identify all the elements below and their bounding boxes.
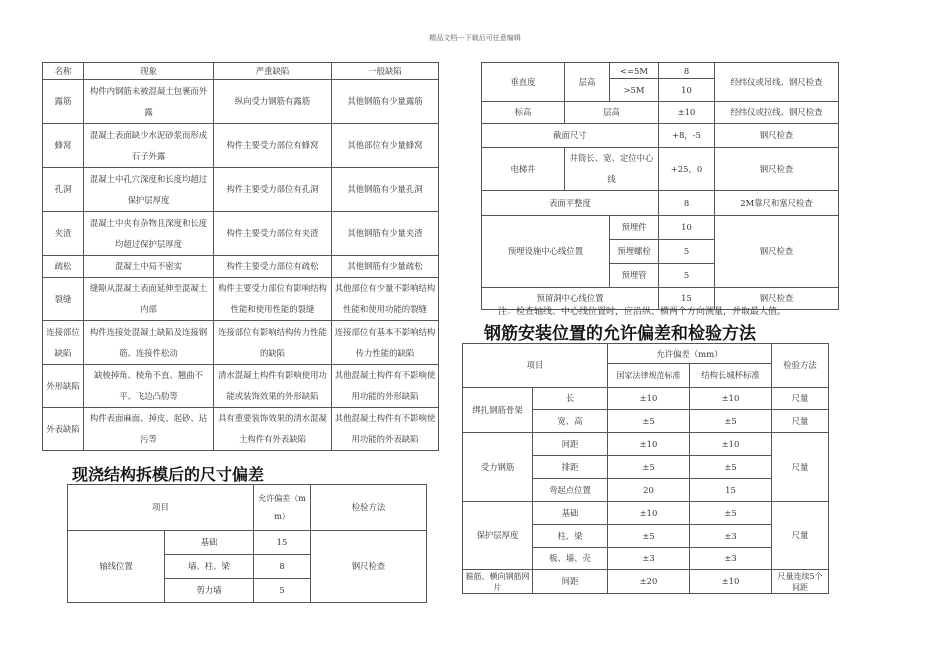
rebar-corp: ±5 — [690, 410, 772, 433]
formwork-value: 8 — [254, 555, 311, 579]
embed-method: 钢尺检查 — [715, 216, 839, 288]
section-label: 截面尺寸 — [482, 124, 659, 148]
elevator-item: 井筒长、宽、定位中心线 — [565, 148, 659, 191]
defect-severe: 构件主要受力部位有夹渣 — [214, 212, 332, 256]
formwork-item: 基础 — [165, 531, 254, 555]
table-row — [43, 212, 439, 256]
rebar-corp: ±3 — [690, 548, 772, 570]
table-row — [482, 216, 839, 240]
table-row — [482, 124, 839, 148]
rebar-header-tol: 允许偏差（mm） — [608, 344, 772, 364]
embed-item: 预埋件 — [610, 216, 659, 240]
defect-general: 其他钢筋有少量疏松 — [332, 256, 439, 278]
rebar-corp: ±3 — [690, 525, 772, 548]
formwork-header-item: 项目 — [68, 485, 254, 531]
header-cell: 名称 — [43, 63, 84, 80]
vertical-method: 经纬仪或吊线、钢尺检查 — [715, 63, 839, 102]
defect-general: 其他混凝土构件有不影响使用功能的外表缺陷 — [332, 408, 439, 451]
defect-general: 其他部位有少量蜂窝 — [332, 124, 439, 168]
elevator-label: 电梯井 — [482, 148, 565, 191]
table-row — [43, 278, 439, 321]
defect-name: 夹渣 — [43, 212, 84, 256]
defects-table — [42, 62, 439, 451]
elevation-floor: 层高 — [565, 102, 659, 124]
dimension-deviation-table — [481, 62, 839, 310]
rebar-national: ±20 — [608, 570, 690, 594]
defect-phenomenon: 混凝土中夹有杂物且深度和长度均超过保护层厚度 — [84, 212, 214, 256]
defect-severe: 连接部位有影响结构传力性能的缺陷 — [214, 321, 332, 365]
defect-severe: 构件主要受力部位有孔洞 — [214, 168, 332, 212]
defect-general: 连接部位有基本不影响结构传力性能的缺陷 — [332, 321, 439, 365]
defect-phenomenon: 缺棱掉角、棱角不直、翘曲不平、飞边凸肋等 — [84, 365, 214, 408]
rebar-national: ±10 — [608, 502, 690, 525]
rebar-item: 柱、梁 — [533, 525, 608, 548]
formwork-header-tol: 允许偏差（mm） — [254, 485, 311, 531]
rebar-national: ±5 — [608, 456, 690, 479]
rebar-national: ±10 — [608, 433, 690, 456]
header-note: 精品文档---下载后可任意编辑 — [429, 34, 521, 42]
flatness-value: 8 — [659, 191, 715, 216]
gt5-label: >5M — [610, 79, 659, 102]
floor-label: 层高 — [565, 63, 610, 102]
rebar-national: ±5 — [608, 525, 690, 548]
rebar-method: 尺量 — [772, 433, 829, 502]
table-row — [43, 256, 439, 278]
elevation-value: ±10 — [659, 102, 715, 124]
defect-name: 外表缺陷 — [43, 408, 84, 451]
defect-name: 蜂窝 — [43, 124, 84, 168]
table-row — [463, 502, 829, 525]
rebar-header-item: 项目 — [463, 344, 608, 388]
embed-value: 5 — [659, 240, 715, 264]
rebar-item: 间距 — [533, 570, 608, 594]
hole-method: 钢尺检查 — [715, 288, 839, 310]
table-row — [482, 63, 839, 79]
vertical-label: 垂直度 — [482, 63, 565, 102]
inspection-note: 注：检查轴线、中心线位置时，应沿纵、横两个方向测量，并取最大值。 — [498, 307, 787, 317]
rebar-item: 排距 — [533, 456, 608, 479]
defect-phenomenon: 混凝土中局不密实 — [84, 256, 214, 278]
defect-phenomenon: 混凝土表面缺少水泥砂浆而形成石子外露 — [84, 124, 214, 168]
header-cell: 一般缺陷 — [332, 63, 439, 80]
defect-name: 露筋 — [43, 80, 84, 124]
rebar-item: 弯起点位置 — [533, 479, 608, 502]
rebar-item: 长 — [533, 388, 608, 410]
embed-value: 10 — [659, 216, 715, 240]
rebar-header-row — [463, 344, 829, 364]
rebar-title: 钢筋安装位置的允许偏差和检验方法 — [484, 324, 756, 344]
formwork-group: 轴线位置 — [68, 531, 165, 603]
formwork-value: 15 — [254, 531, 311, 555]
le5-label: <=5M — [610, 63, 659, 79]
table-row — [482, 148, 839, 191]
flatness-method: 2M靠尺和塞尺检查 — [715, 191, 839, 216]
rebar-item: 基础 — [533, 502, 608, 525]
rebar-method: 尺量连续5个间距 — [772, 570, 829, 594]
rebar-group: 保护层厚度 — [463, 502, 533, 570]
elevation-method: 经纬仪或拉线、钢尺检查 — [715, 102, 839, 124]
formwork-item: 墙、柱、梁 — [165, 555, 254, 579]
hole-label: 预留洞中心线位置 — [482, 288, 659, 310]
formwork-method: 钢尺检查 — [311, 531, 427, 603]
rebar-header-method: 检验方法 — [772, 344, 829, 388]
table-row — [463, 388, 829, 410]
defects-header-row — [43, 63, 439, 80]
embed-item: 预埋螺栓 — [610, 240, 659, 264]
header-cell: 现象 — [84, 63, 214, 80]
defect-phenomenon: 混凝土中孔穴深度和长度均超过保护层厚度 — [84, 168, 214, 212]
le5-value: 8 — [659, 63, 715, 79]
table-row — [463, 433, 829, 456]
embed-value: 5 — [659, 264, 715, 288]
formwork-table — [67, 484, 427, 603]
defect-phenomenon: 构件内钢筋未被混凝土包裹而外露 — [84, 80, 214, 124]
defect-general: 其他钢筋有少量夹渣 — [332, 212, 439, 256]
embed-label: 预埋设施中心线位置 — [482, 216, 610, 288]
defect-severe: 具有重要装饰效果的清水混凝土构件有外表缺陷 — [214, 408, 332, 451]
rebar-corp: ±10 — [690, 388, 772, 410]
formwork-header-method: 检验方法 — [311, 485, 427, 531]
gt5-value: 10 — [659, 79, 715, 102]
elevator-value: +25，0 — [659, 148, 715, 191]
rebar-item: 间距 — [533, 433, 608, 456]
rebar-method: 尺量 — [772, 410, 829, 433]
header-cell: 严重缺陷 — [214, 63, 332, 80]
rebar-method: 尺量 — [772, 502, 829, 570]
rebar-header-national: 国家法律规范标准 — [608, 364, 690, 388]
defect-name: 外形缺陷 — [43, 365, 84, 408]
defect-general: 其他钢筋有少量露筋 — [332, 80, 439, 124]
defect-name: 裂缝 — [43, 278, 84, 321]
rebar-corp: 15 — [690, 479, 772, 502]
embed-item: 预埋管 — [610, 264, 659, 288]
defect-severe: 构件主要受力部位有蜂窝 — [214, 124, 332, 168]
defect-name: 疏松 — [43, 256, 84, 278]
defect-phenomenon: 构件连接处混凝土缺陷及连接钢筋、连接件松动 — [84, 321, 214, 365]
defect-name: 孔洞 — [43, 168, 84, 212]
rebar-national: ±5 — [608, 410, 690, 433]
rebar-method: 尺量 — [772, 388, 829, 410]
flatness-label: 表面平整度 — [482, 191, 659, 216]
table-row — [463, 570, 829, 594]
rebar-national: 20 — [608, 479, 690, 502]
table-row — [43, 80, 439, 124]
defect-general: 其他部位有少量不影响结构性能和使用功能的裂缝 — [332, 278, 439, 321]
elevation-label: 标高 — [482, 102, 565, 124]
rebar-national: ±10 — [608, 388, 690, 410]
table-row — [43, 321, 439, 365]
rebar-group: 绑扎钢筋骨架 — [463, 388, 533, 433]
table-row — [482, 102, 839, 124]
formwork-item: 剪力墙 — [165, 579, 254, 603]
defect-severe: 清水混凝土构件有影响使用功能或装饰效果的外形缺陷 — [214, 365, 332, 408]
table-row — [482, 191, 839, 216]
rebar-item: 宽、高 — [533, 410, 608, 433]
defect-severe: 构件主要受力部位有疏松 — [214, 256, 332, 278]
defect-severe: 纵向受力钢筋有露筋 — [214, 80, 332, 124]
section-value: +8，-5 — [659, 124, 715, 148]
defect-general: 其他混凝土构件有不影响使用功能的外形缺陷 — [332, 365, 439, 408]
defect-severe: 构件主要受力部位有影响结构性能和使用性能的裂缝 — [214, 278, 332, 321]
formwork-title: 现浇结构拆模后的尺寸偏差 — [72, 465, 265, 484]
rebar-corp: ±10 — [690, 433, 772, 456]
table-row — [68, 531, 427, 555]
rebar-corp: ±5 — [690, 456, 772, 479]
elevator-method: 钢尺检查 — [715, 148, 839, 191]
table-row — [43, 408, 439, 451]
table-row — [43, 124, 439, 168]
rebar-group: 箍筋、横向钢筋网片 — [463, 570, 533, 594]
rebar-item: 板、墙、壳 — [533, 548, 608, 570]
rebar-corp: ±10 — [690, 570, 772, 594]
rebar-national: ±3 — [608, 548, 690, 570]
formwork-value: 5 — [254, 579, 311, 603]
table-row — [43, 168, 439, 212]
defect-general: 其他钢筋有少量孔洞 — [332, 168, 439, 212]
rebar-header-corp: 结构长城杯标准 — [690, 364, 772, 388]
rebar-table — [462, 343, 829, 594]
defect-phenomenon: 缝隙从混凝土表面延伸至混凝土内部 — [84, 278, 214, 321]
section-method: 钢尺检查 — [715, 124, 839, 148]
table-row — [43, 365, 439, 408]
defect-name: 连接部位缺陷 — [43, 321, 84, 365]
defect-phenomenon: 构件表面麻面、掉皮、起砂、玷污等 — [84, 408, 214, 451]
rebar-corp: ±5 — [690, 502, 772, 525]
hole-value: 15 — [659, 288, 715, 310]
formwork-header-row — [68, 485, 427, 531]
rebar-group: 受力钢筋 — [463, 433, 533, 502]
